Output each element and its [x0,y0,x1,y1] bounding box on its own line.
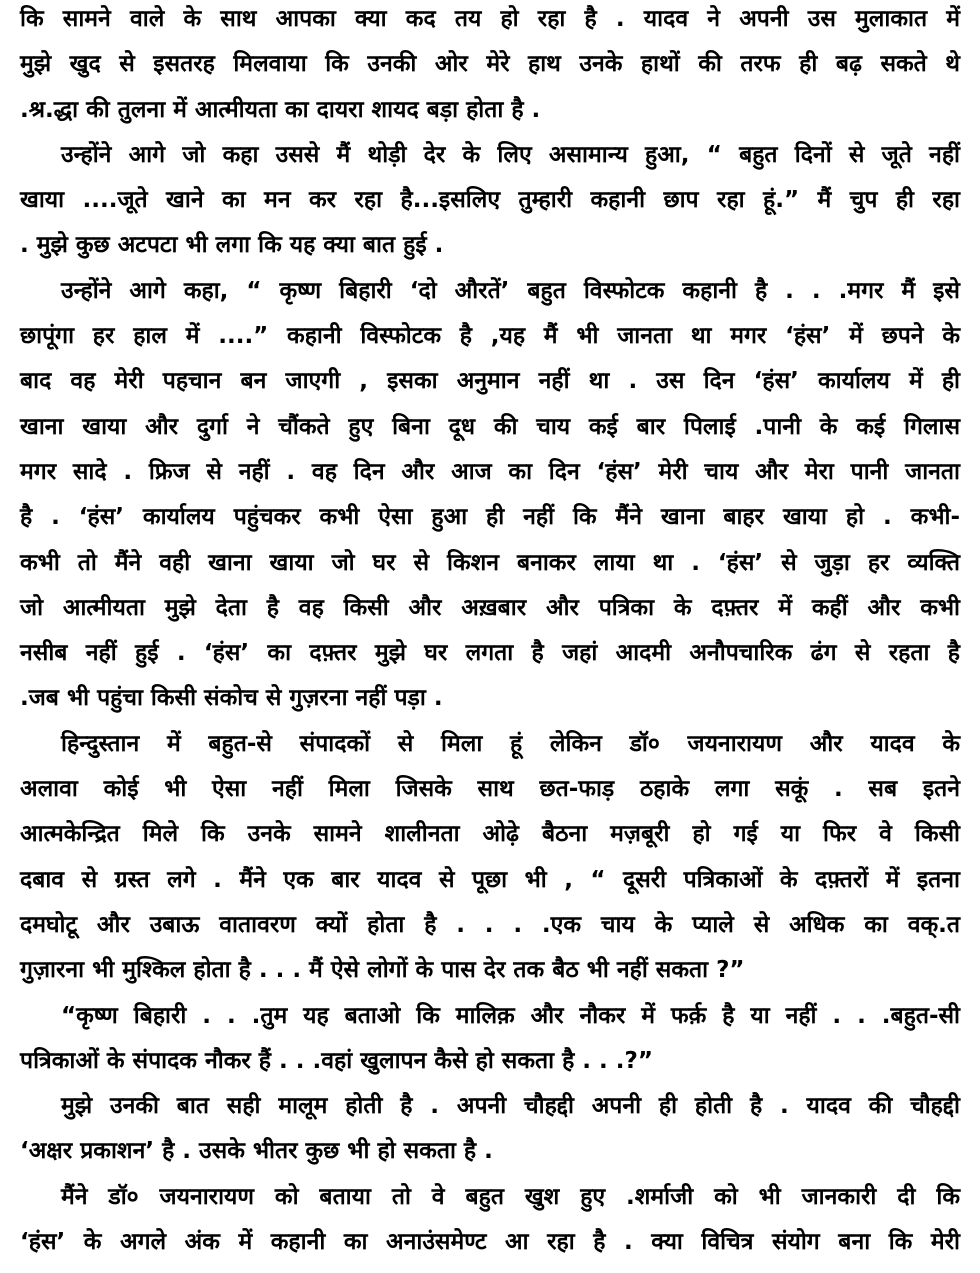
text-line: खाया ....जूते खाने का मन कर रहा है...इसलिए तुम्हारी कहानी छाप रहा हूं.” मैं चुप ही रहा [20,187,960,214]
text-line: आत्मकेन्द्रित मिले कि उनके सामने शालीनता ओढ़े बैठना मज़बूरी हो गई या फिर वे किसी [20,821,960,848]
text-line: “कृष्ण बिहारी . . .तुम यह बताओ कि मालिक़ और नौकर में फर्क़ है या नहीं . . .बहुत-सी [61,1002,960,1029]
text-line: ‘हंस’ के अगले अंक में कहानी का अनाउंसमेण्ट आ रहा है . क्या विचित्र संयोग बना कि मेरी [20,1229,960,1256]
text-line: बाद वह मेरी पहचान बन जाएगी , इसका अनुमान नहीं था . उस दिन ‘हंस’ कार्यालय में ही [20,368,960,395]
text-line: . मुझे कुछ अटपटा भी लगा कि यह क्या बात हुई . [20,232,444,259]
text-line: है . ‘हंस’ कार्यालय पहुंचकर कभी ऐसा हुआ ही नहीं कि मैंने खाना बाहर खाया हो . कभी- [20,504,960,531]
text-line: उन्होंने आगे कहा, “ कृष्ण बिहारी ‘दो औरतें’ बहुत विस्फोटक कहानी है . . .मगर मैं इसे [61,277,960,304]
text-line: .जब भी पहुंचा किसी संकोच से गुज़रना नहीं पड़ा . [20,685,443,712]
text-line: कभी तो मैंने वही खाना खाया जो घर से किशन बनाकर लाया था . ‘हंस’ से जुड़ा हर व्यक्ति [20,549,960,576]
text-line: छापूंगा हर हाल में ....” कहानी विस्फोटक है ,यह मैं भी जानता था मगर ‘हंस’ में छपने के [20,323,960,350]
text-line: मुझे उनकी बात सही मालूम होती है . अपनी चौहद्दी अपनी ही होती है . यादव की चौहद्दी [61,1093,960,1120]
text-line: खाना खाया और दुर्गा ने चौंकते हुए बिना दूध की चाय कई बार पिलाई .पानी के कई गिलास [20,413,960,440]
text-line: ‘अक्षर प्रकाशन’ है . उसके भीतर कुछ भी हो सकता है . [20,1138,493,1165]
text-line: हिन्दुस्तान में बहुत-से संपादकों से मिला हूं लेकिन डॉ० जयनारायण और यादव के [61,730,960,757]
text-line: जो आत्मीयता मुझे देता है वह किसी और अख़बार और पत्रिका के दफ़्तर में कहीं और कभी [20,594,960,621]
text-line: उन्होंने आगे जो कहा उससे मैं थोड़ी देर के लिए असामान्य हुआ, “ बहुत दिनों से जूते नहीं [61,141,960,168]
text-line: पत्रिकाओं के संपादक नौकर हैं . . .वहां खुलापन कैसे हो सकता है . . .?” [20,1047,653,1074]
text-line: मैंने डॉ० जयनारायण को बताया तो वे बहुत खुश हुए .शर्माजी को भी जानकारी दी कि [61,1183,960,1210]
text-line: नसीब नहीं हुई . ‘हंस’ का दफ़्तर मुझे घर लगता है जहां आदमी अनौपचारिक ढंग से रहता है [20,640,960,667]
text-line: अलावा कोई भी ऐसा नहीं मिला जिसके साथ छत-फाड़ ठहाके लगा सकूं . सब इतने [20,776,960,803]
text-line: कि सामने वाले के साथ आपका क्या कद तय हो रहा है . यादव ने अपनी उस मुलाकात में [20,6,960,32]
text-line: गुज़ारना भी मुश्किल होता है . . . मैं ऐसे लोगों के पास देर तक बैठ भी नहीं सकता ?” [20,957,745,984]
text-line: दमघोटू और उबाऊ वातावरण क्यों होता है . . . .एक चाय के प्याले से अधिक का वक्.त [20,911,960,938]
text-line: मगर सादे . फ्रिज से नहीं . वह दिन और आज का दिन ‘हंस’ मेरी चाय और मेरा पानी जानता [20,458,960,485]
text-line: .श्र.द्धा की तुलना में आत्मीयता का दायरा शायद बड़ा होता है . [20,96,541,123]
text-line: दबाव से ग्रस्त लगे . मैंने एक बार यादव से पूछा भी , “ दूसरी पत्रिकाओं के दफ़्तरों में इतना [20,866,960,893]
text-line: मुझे खुद से इसतरह मिलवाया कि उनकी ओर मेरे हाथ उनके हाथों की तरफ ही बढ़ सकते थे [20,51,960,78]
